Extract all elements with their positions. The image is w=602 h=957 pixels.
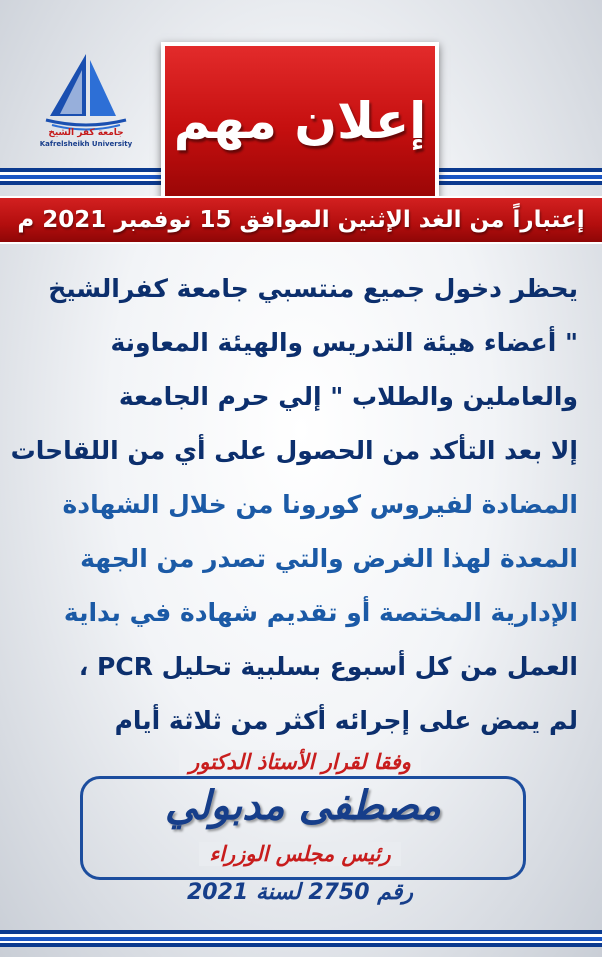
- date-banner: [0, 196, 602, 244]
- page-title: إعلان مهم: [173, 92, 427, 150]
- bottom-stripes-divider: [0, 930, 602, 947]
- body-line: لم يمض على إجرائه أكثر من ثلاثة أيام: [114, 706, 578, 735]
- body-line: العمل من كل أسبوع بسلبية تحليل PCR ،: [78, 652, 578, 681]
- logo-name-en: Kafrelsheikh University: [39, 140, 133, 148]
- decree-by-decision-text: وفقا لقرار الأستاذ الدكتور: [179, 750, 421, 774]
- body-line: يحظر دخول جميع منتسبي جامعة كفرالشيخ: [48, 274, 578, 303]
- logo-caption: [30, 128, 142, 150]
- prime-minister-title-text: رئيس مجلس الوزراء: [199, 842, 400, 866]
- prime-minister-title: [135, 842, 465, 876]
- prime-minister-name: مصطفى مدبولي: [164, 783, 442, 829]
- decree-number: رقم 2750 لسنة 2021: [186, 880, 413, 905]
- body-line: المعدة لهذا الغرض والتي تصدر من الجهة: [80, 544, 578, 573]
- body-line: والعاملين والطلاب " إلي حرم الجامعة: [118, 382, 578, 411]
- body-line: المضادة لفيروس كورونا من خلال الشهادة: [62, 490, 578, 519]
- decree-by-decision: [135, 750, 465, 780]
- body-line: الإدارية المختصة أو تقديم شهادة في بداية: [63, 598, 578, 627]
- announcement-body: [10, 262, 578, 748]
- body-line: " أعضاء هيئة التدريس والهيئة المعاونة: [110, 328, 578, 357]
- logo-name-ar: جامعة كفر الشيخ: [48, 128, 124, 138]
- important-announcement-badge: [161, 42, 439, 200]
- date-banner-text: إعتباراً من الغد الإثنين الموافق 15 نوفمبر 2021 م: [17, 207, 585, 233]
- body-line: إلا بعد التأكد من الحصول على أي من اللقاحات: [10, 436, 578, 465]
